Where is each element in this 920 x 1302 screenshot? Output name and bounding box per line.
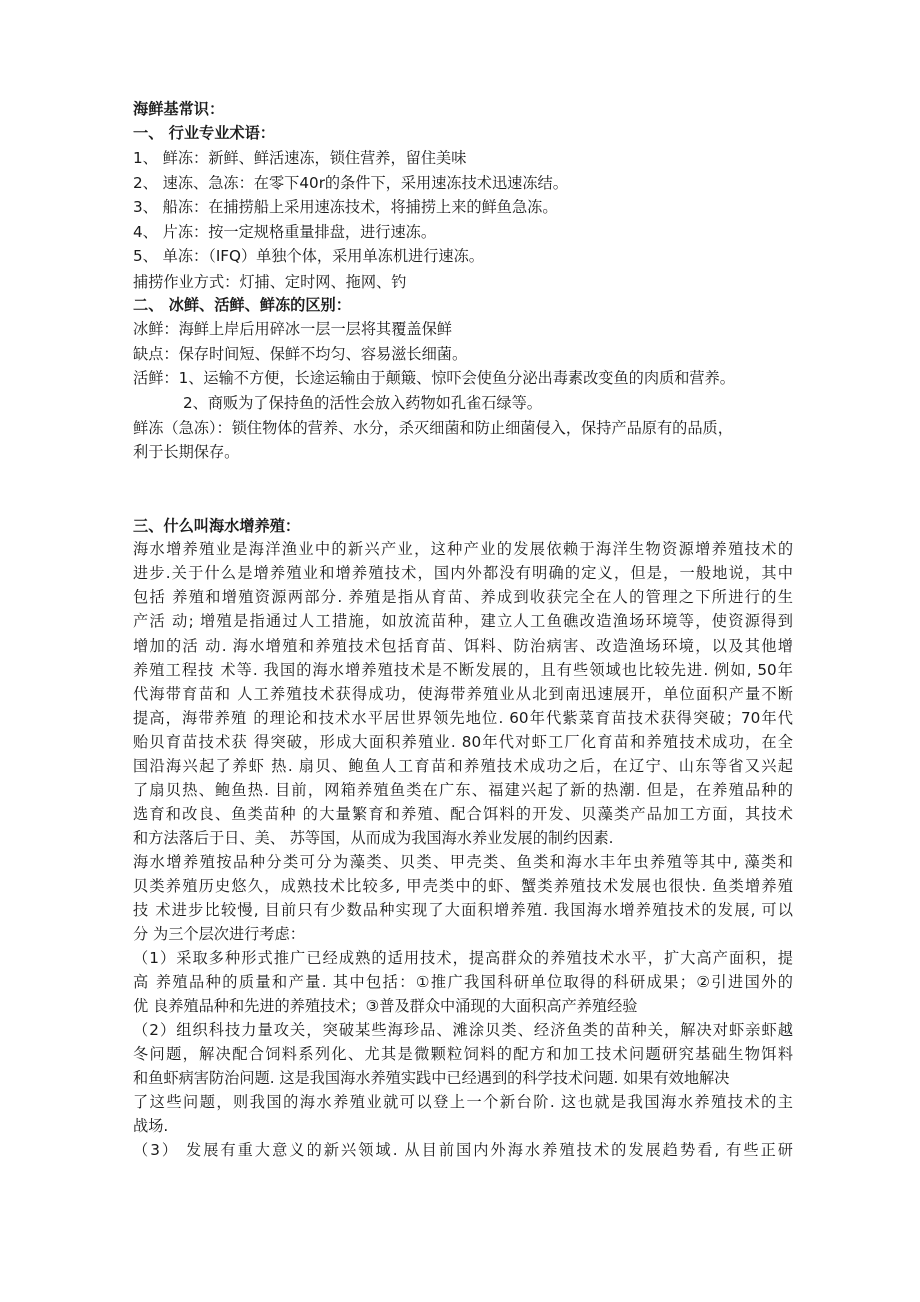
- section3-line: 了扇贝热、鲍鱼热. 目前，网箱养殖鱼类在广东、福建兴起了新的热潮. 但是，在养殖品种的: [133, 781, 793, 799]
- doc-title: 海鲜基常识：: [133, 100, 225, 118]
- section3-line: 养殖工程技 术等. 我国的海水增养殖技术是不断发展的，且有些领域也比较先进. 例如, 50年: [133, 661, 793, 679]
- section3-line: （2）组织科技力量攻关，突破某些海珍品、滩涂贝类、经济鱼类的苗种关，解决对虾亲虾越: [133, 1021, 793, 1039]
- section3-line: 分 为三个层次进行考虑：: [133, 925, 305, 943]
- section2-line: 缺点：保存时间短、保鲜不均匀、容易滋长细菌。: [133, 345, 468, 363]
- section3-line: （3） 发展有重大意义的新兴领域. 从目前国内外海水养殖技术的发展趋势看, 有些正研: [133, 1141, 793, 1159]
- section3-line: 和鱼虾病害防治问题. 这是我国海水养殖实践中已经遇到的科学技术问题. 如果有效地解决: [133, 1069, 730, 1087]
- section3-line: 包括 养殖和增殖资源两部分. 养殖是指从育苗、养成到收获完全在人的管理之下所进行的生: [133, 588, 793, 606]
- section3-line: 了这些问题，则我国的海水养殖业就可以登上一个新台阶. 这也就是我国海水养殖技术的主: [133, 1093, 793, 1111]
- section3-line: 国沿海兴起了养虾 热. 扇贝、鲍鱼人工育苗和养殖技术成功之后，在辽宁、山东等省又兴起: [133, 757, 793, 775]
- section3-line: 增加的活 动. 海水增殖和养殖技术包括育苗、饵料、防治病害、改造渔场环境，以及其他增: [133, 637, 793, 655]
- section3-line: 贻贝育苗技术获 得突破，形成大面积养殖业. 80年代对虾工厂化育苗和养殖技术成功，在全: [133, 733, 793, 751]
- section3-line: 贝类养殖历史悠久，成熟技术比较多, 甲壳类中的虾、蟹类养殖技术发展也很快. 鱼类增养殖: [133, 877, 793, 895]
- section3-line: 高 养殖品种的质量和产量. 其中包括：①推广我国科研单位取得的科研成果；②引进国外的: [133, 973, 793, 991]
- section3-line: 海水增养殖业是海洋渔业中的新兴产业，这种产业的发展依赖于海洋生物资源增养殖技术的: [133, 540, 793, 558]
- section2-line: 利于长期保存。: [133, 443, 240, 461]
- section3-line: 战场.: [133, 1117, 169, 1135]
- section3-line: 进步.关于什么是增养殖业和增养殖技术，国内外都没有明确的定义，但是，一般地说，其中: [133, 564, 793, 582]
- section3-line: （1）采取多种形式推广已经成熟的适用技术，提高群众的养殖技术水平，扩大高产面积，提: [133, 949, 793, 967]
- section1-heading: 一、 行业专业术语：: [133, 124, 275, 142]
- section2-heading: 二、 冰鲜、活鲜、鲜冻的区别：: [133, 296, 351, 314]
- section2-line: 2、商贩为了保持鱼的活性会放入药物如孔雀石绿等。: [183, 394, 542, 412]
- term-item: 3、 船冻：在捕捞船上采用速冻技术，将捕捞上来的鲜鱼急冻。: [133, 198, 558, 216]
- section2-line: 冰鲜：海鲜上岸后用碎冰一层一层将其覆盖保鲜: [133, 320, 452, 338]
- section3-line: 技 术进步比较慢, 目前只有少数品种实现了大面积增养殖. 我国海水增养殖技术的发展, 可以: [133, 901, 793, 919]
- term-item: 5、 单冻：（IFQ）单独个体，采用单冻机进行速冻。: [133, 247, 484, 265]
- section3-line: 提高，海带养殖 的理论和技术水平居世界领先地位. 60年代紫菜育苗技术获得突破；70年代: [133, 709, 793, 727]
- term-item: 1、 鲜冻：新鲜、鲜活速冻，锁住营养，留住美味: [133, 149, 467, 167]
- section3-line: 和方法落后于日、美、 苏等国，从而成为我国海水养业发展的制约因素.: [133, 829, 614, 847]
- section3-line: 代海带育苗和 人工养殖技术获得成功，使海带养殖业从北到南迅速展开，单位面积产量不断: [133, 685, 793, 703]
- section3-line: 选育和改良、鱼类苗种 的大量繁育和养殖、配合饵料的开发、贝藻类产品加工方面，其技术: [133, 805, 793, 823]
- section2-line: 鲜冻（急冻）：锁住物体的营养、水分，杀灭细菌和防止细菌侵入，保持产品原有的品质，: [133, 419, 733, 437]
- section3-line: 产活 动; 增殖是指通过人工措施，如放流苗种，建立人工鱼礁改造渔场环境等，使资源得到: [133, 612, 793, 630]
- section2-line: 活鲜：1、运输不方便，长途运输由于颠簸、惊吓会使鱼分泌出毒素改变鱼的肉质和营养。: [133, 369, 735, 387]
- section3-line: 优 良养殖品种和先进的养殖技术；③普及群众中涌现的大面积高产养殖经验: [133, 997, 638, 1015]
- fishing-methods: 捕捞作业方式：灯捕、定时网、拖网、钓: [133, 273, 407, 291]
- section3-line: 海水增养殖按品种分类可分为藻类、贝类、甲壳类、鱼类和海水丰年虫养殖等其中, 藻类和: [133, 853, 793, 871]
- term-item: 2、 速冻、急冻：在零下40r的条件下，采用速冻技术迅速冻结。: [133, 174, 568, 192]
- section3-line: 冬问题，解决配合饲料系列化、尤其是微颗粒饲料的配方和加工技术问题研究基础生物饵料: [133, 1045, 793, 1063]
- term-item: 4、 片冻：按一定规格重量排盘，进行速冻。: [133, 223, 437, 241]
- section3-heading: 三、什么叫海水增养殖：: [133, 517, 301, 535]
